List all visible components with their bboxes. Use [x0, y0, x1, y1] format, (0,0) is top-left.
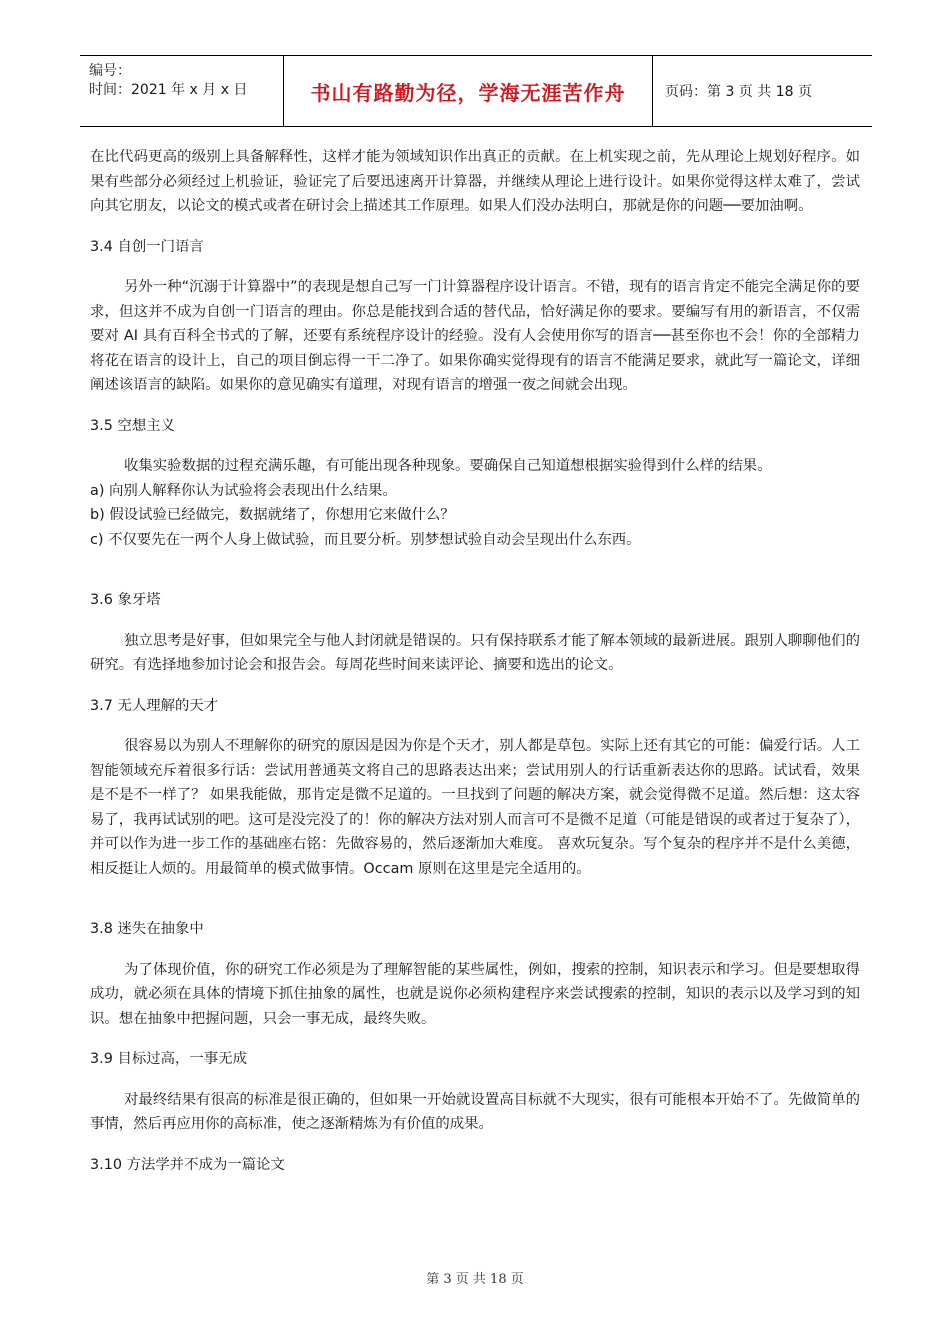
document-number-label: 编号：: [89, 63, 131, 79]
header-meta: [80, 56, 283, 126]
section-heading-3-5: 3.5 空想主义: [90, 417, 176, 434]
paragraph-3-8: 为了体现价值，你的研究工作必须是为了理解智能的某些属性，例如，搜索的控制，知识表示和学习。但是要想取得成功，就必须在具体的情境下抓住抽象的属性，也就是说你必须构建程序来尝试搜索的控制，知识的表示以及学习到的知识。想在抽象中把握问题，只会一事无成，最终失败。: [90, 961, 860, 1027]
section-heading-3-10: 3.10 方法学并不成为一篇论文: [90, 1156, 285, 1173]
section-heading-3-9: 3.9 目标过高，一事无成: [90, 1051, 247, 1067]
paragraph-3-5: 收集实验数据的过程充满乐趣，有可能出现各种现象。要确保自己知道想根据实验得到什么样的结果。: [124, 458, 772, 474]
paragraph-3-6: 独立思考是好事，但如果完全与他人封闭就是错误的。只有保持联系才能了解本领域的最新进展。跟别人聊聊他们的研究。有选择地参加讨论会和报告会。每周花些时间来读评论、摘要和选出的论文。: [90, 632, 860, 673]
paragraph-3-9: 对最终结果有很高的标准是很正确的，但如果一开始就设置高目标就不大现实，很有可能根本开始不了。先做简单的事情，然后再应用你的高标准，使之逐渐精炼为有价值的成果。: [90, 1091, 860, 1132]
list-item-b: b) 假设试验已经做完，数据就绪了，你想用它来做什么？: [90, 507, 455, 523]
section-heading-3-4: 3.4 自创一门语言: [90, 238, 204, 255]
paragraph-3-4: 另外一种“沉溺于计算器中”的表现是想自己写一门计算器程序设计语言。不错，现有的语言肯定不能完全满足你的要求，但这并不成为自创一门语言的理由。你总是能找到合适的替代品，恰好满足你的要求。要编写有用的新语言，不仅需要对 AI 具有百科全书式的了解，还要有系统程序设计的经验。没有人会使用你写的语言──甚至你也不会！你的全部精力将花在语言的设计上，自己的项目倒忘得一干二净了。如果你确实觉得现有的语言不能满足要求，就此写一篇论文，详细阐述该语言的缺陷。如果你的意见确实有道理，对现有语言的增强一夜之间就会出现。: [90, 279, 860, 393]
section-heading-3-7: 3.7 无人理解的天才: [90, 697, 219, 714]
header-motto: 书山有路勤为径，学海无涯苦作舟: [283, 56, 653, 126]
section-heading-3-6: 3.6 象牙塔: [90, 592, 161, 608]
page-footer: 第 3 页 共 18 页: [426, 1272, 524, 1287]
section-heading-3-8: 3.8 迷失在抽象中: [90, 921, 204, 937]
list-item-a: a) 向别人解释你认为试验将会表现出什么结果。: [90, 482, 397, 499]
paragraph-intro: 在比代码更高的级别上具备解释性，这样才能为领域知识作出真正的贡献。在上机实现之前，先从理论上规划好程序。如果有些部分必须经过上机验证，验证完了后要迅速离开计算器，并继续从理论上进行设计。如果你觉得这样太难了，尝试向其它朋友，以论文的模式或者在研讨会上描述其工作原理。如果人们没办法明白，那就是你的问题──要加油啊。: [90, 149, 860, 214]
document-body: [90, 145, 860, 1177]
header-page-info: 页码：第 3 页 共 18 页: [665, 84, 812, 100]
paragraph-3-7: 很容易以为别人不理解你的研究的原因是因为你是个天才，别人都是草包。实际上还有其它的可能：偏爱行话。人工智能领域充斥着很多行话：尝试用普通英文将自己的思路表达出来；尝试用别人的行话重新表达你的思路。试试看，效果是不是不一样了？ 如果我能做，那肯定是微不足道的。一旦找到了问题的解决方案，就会觉得微不足道。然后想：这太容易了，我再试试别的吧。这可是没完没了的！你的解决方法对别人而言可不是微不足道（可能是错误的或者过于复杂了），并可以作为进一步工作的基础座右铭：先做容易的，然后逐渐加大难度。 喜欢玩复杂。写个复杂的程序并不是什么美德，相反挺让人烦的。用最简单的模式做事情。Occam 原则在这里是完全适用的。: [90, 738, 860, 877]
page-header: [80, 55, 872, 127]
list-item-c: c) 不仅要先在一两个人身上做试验，而且要分析。别梦想试验自动会呈现出什么东西。: [90, 531, 641, 548]
document-time-label: 时间：2021 年 x 月 x 日: [89, 82, 248, 98]
